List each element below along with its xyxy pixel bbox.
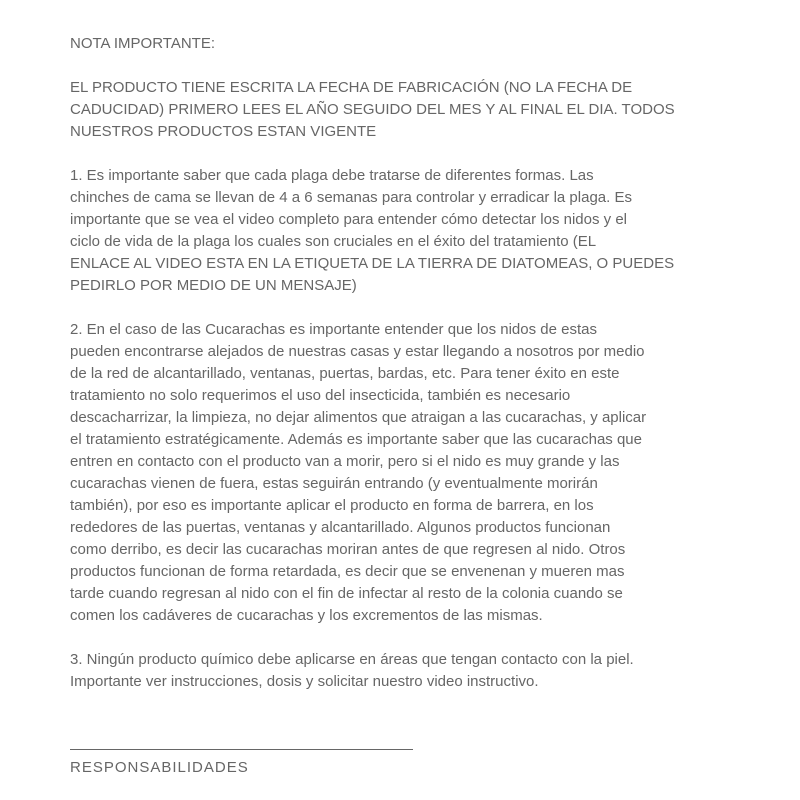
paragraph-line: también), por eso es importante aplicar el producto en forma de barrera, en los — [70, 497, 594, 514]
paragraph-line: tarde cuando regresan al nido con el fin de infectar al resto de la colonia cuando se — [70, 585, 623, 602]
paragraph-line: como derribo, es decir las cucarachas moriran antes de que regresen al nido. Otros — [70, 541, 626, 558]
section-heading-responsabilidades: RESPONSABILIDADES — [70, 759, 249, 776]
paragraph-line: 2. En el caso de las Cucarachas es importante entender que los nidos de estas — [70, 321, 597, 338]
paragraph-line: 1. Es importante saber que cada plaga debe tratarse de diferentes formas. Las — [70, 167, 594, 184]
paragraph-line: entren en contacto con el producto van a morir, pero si el nido es muy grande y las — [70, 453, 620, 470]
paragraph-line: de la red de alcantarillado, ventanas, puertas, bardas, etc. Para tener éxito en este — [70, 365, 620, 382]
paragraph — [70, 649, 740, 693]
paragraph-line: pueden encontrarse alejados de nuestras casas y estar llegando a nosotros por medio — [70, 343, 645, 360]
paragraph-line: productos funcionan de forma retardada, es decir que se envenenan y mueren mas — [70, 563, 625, 580]
paragraph-line: PEDIRLO POR MEDIO DE UN MENSAJE) — [70, 277, 357, 294]
paragraph-line: cucarachas vienen de fuera, estas seguirán entrando (y eventualmente morirán — [70, 475, 598, 492]
paragraph — [70, 165, 740, 297]
paragraph-line: rededores de las puertas, ventanas y alcantarillado. Algunos productos funcionan — [70, 519, 611, 536]
paragraph-line: el tratamiento estratégicamente. Además es importante saber que las cucarachas que — [70, 431, 642, 448]
paragraph-line: Importante ver instrucciones, dosis y solicitar nuestro video instructivo. — [70, 673, 539, 690]
paragraph-line: NUESTROS PRODUCTOS ESTAN VIGENTE — [70, 123, 377, 140]
paragraph-line: descacharrizar, la limpieza, no dejar alimentos que atraigan a las cucarachas, y aplicar — [70, 409, 647, 426]
divider — [70, 749, 413, 750]
paragraph-line: chinches de cama se llevan de 4 a 6 semanas para controlar y erradicar la plaga. Es — [70, 189, 632, 206]
paragraph-line: 3. Ningún producto químico debe aplicarse en áreas que tengan contacto con la piel. — [70, 651, 634, 668]
paragraph-line: tratamiento no solo requerimos el uso del insecticida, también es necesario — [70, 387, 571, 404]
paragraph-line: ENLACE AL VIDEO ESTA EN LA ETIQUETA DE LA TIERRA DE DIATOMEAS, O PUEDES — [70, 255, 675, 272]
note-title-text: NOTA IMPORTANTE: — [70, 35, 216, 52]
note-title — [70, 33, 740, 55]
document-body — [70, 33, 740, 715]
paragraph — [70, 77, 740, 143]
paragraph-line: importante que se vea el video completo para entender cómo detectar los nidos y el — [70, 211, 627, 228]
paragraph-line: ciclo de vida de la plaga los cuales son cruciales en el éxito del tratamiento (EL — [70, 233, 597, 250]
paragraph-line: CADUCIDAD) PRIMERO LEES EL AÑO SEGUIDO DEL MES Y AL FINAL EL DIA. TODOS — [70, 101, 675, 118]
paragraph-line: EL PRODUCTO TIENE ESCRITA LA FECHA DE FABRICACIÓN (NO LA FECHA DE — [70, 79, 633, 96]
paragraph — [70, 319, 740, 627]
paragraph-line: comen los cadáveres de cucarachas y los excrementos de las mismas. — [70, 607, 543, 624]
